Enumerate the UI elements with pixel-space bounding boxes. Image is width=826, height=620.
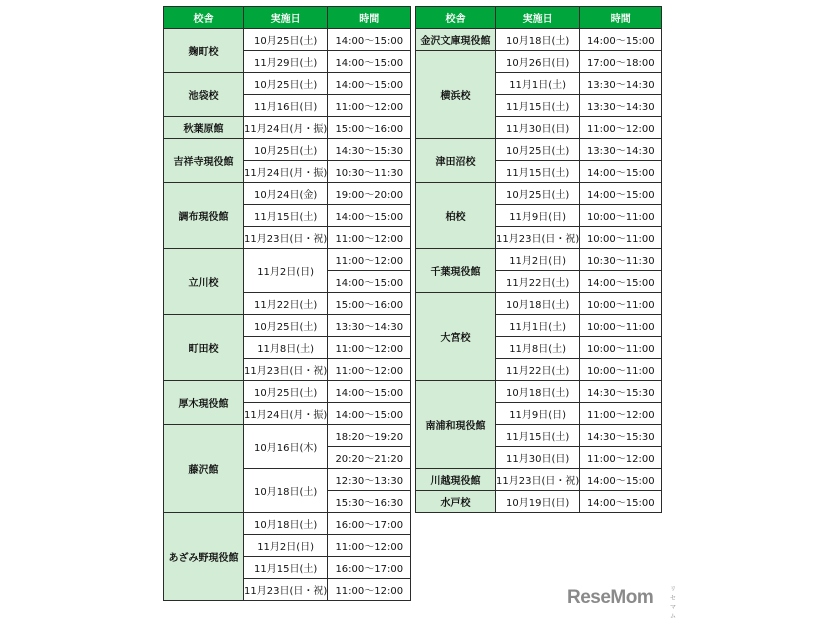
table-row [416,293,662,315]
time-cell: 15:00〜16:00 [328,117,411,139]
time-cell: 13:30〜14:30 [580,73,662,95]
time-cell: 10:00〜11:00 [580,293,662,315]
date-cell: 11月23日(日・祝) [244,579,328,601]
header-time: 時間 [580,7,662,29]
header-school: 校舎 [164,7,244,29]
school-name-cell: 川越現役館 [416,469,496,491]
time-cell: 10:00〜11:00 [580,315,662,337]
school-name-cell: 大宮校 [416,293,496,381]
time-cell: 10:00〜11:00 [580,359,662,381]
date-cell: 11月9日(日) [496,205,580,227]
time-cell: 10:00〜11:00 [580,205,662,227]
table-row [164,381,411,403]
date-cell: 10月26日(日) [496,51,580,73]
table-row [164,73,411,95]
date-cell: 11月30日(日) [496,447,580,469]
school-name-cell: 金沢文庫現役館 [416,29,496,51]
table-row [416,183,662,205]
date-cell: 11月16日(日) [244,95,328,117]
time-cell: 14:30〜15:30 [580,425,662,447]
time-cell: 14:00〜15:00 [580,29,662,51]
schedule-body-left [164,29,411,601]
school-name-cell: 麹町校 [164,29,244,73]
time-cell: 14:00〜15:00 [328,29,411,51]
time-cell: 11:00〜12:00 [328,249,411,271]
time-cell: 11:00〜12:00 [328,95,411,117]
table-row [416,491,662,513]
date-cell: 11月9日(日) [496,403,580,425]
time-cell: 11:00〜12:00 [580,447,662,469]
table-row [164,315,411,337]
time-cell: 16:00〜17:00 [328,557,411,579]
school-name-cell: 水戸校 [416,491,496,513]
table-row [164,183,411,205]
logo-subtext: リセマム [670,587,677,620]
time-cell: 11:00〜12:00 [328,337,411,359]
school-name-cell: 津田沼校 [416,139,496,183]
date-cell: 11月1日(土) [496,73,580,95]
date-cell: 10月25日(土) [244,73,328,95]
date-cell: 10月18日(土) [496,381,580,403]
date-cell: 11月8日(土) [244,337,328,359]
table-header-row [164,7,411,29]
table-row [164,425,411,447]
date-cell: 10月25日(土) [244,315,328,337]
time-cell: 20:20〜21:20 [328,447,411,469]
time-cell: 11:00〜12:00 [328,359,411,381]
time-cell: 17:00〜18:00 [580,51,662,73]
time-cell: 13:30〜14:30 [328,315,411,337]
header-date: 実施日 [244,7,328,29]
school-name-cell: 池袋校 [164,73,244,117]
time-cell: 13:30〜14:30 [580,95,662,117]
time-cell: 10:00〜11:00 [580,227,662,249]
time-cell: 14:00〜15:00 [328,205,411,227]
schedule-table-left [163,6,411,601]
table-row [164,29,411,51]
date-cell: 11月22日(土) [496,359,580,381]
school-name-cell: 調布現役館 [164,183,244,249]
date-cell: 11月1日(土) [496,315,580,337]
date-cell: 10月24日(金) [244,183,328,205]
date-cell: 10月18日(土) [244,469,328,513]
table-row [416,249,662,271]
date-cell: 11月15日(土) [496,95,580,117]
date-cell: 10月25日(土) [496,183,580,205]
school-name-cell: あざみ野現役館 [164,513,244,601]
date-cell: 10月25日(土) [496,139,580,161]
date-cell: 10月18日(土) [496,293,580,315]
date-cell: 11月23日(日・祝) [244,359,328,381]
time-cell: 14:00〜15:00 [328,381,411,403]
date-cell: 11月2日(日) [244,249,328,293]
table-row [164,117,411,139]
time-cell: 11:00〜12:00 [580,117,662,139]
time-cell: 10:30〜11:30 [580,249,662,271]
date-cell: 11月15日(土) [244,205,328,227]
time-cell: 14:00〜15:00 [328,51,411,73]
table-row [416,51,662,73]
table-header-row [416,7,662,29]
time-cell: 14:00〜15:00 [580,469,662,491]
schedule-body-right [416,29,662,513]
time-cell: 11:00〜12:00 [328,535,411,557]
time-cell: 15:30〜16:30 [328,491,411,513]
header-time: 時間 [328,7,411,29]
school-name-cell: 吉祥寺現役館 [164,139,244,183]
time-cell: 11:00〜12:00 [580,403,662,425]
date-cell: 11月2日(日) [496,249,580,271]
date-cell: 11月24日(月・振) [244,161,328,183]
time-cell: 14:00〜15:00 [328,271,411,293]
table-row [164,139,411,161]
date-cell: 11月8日(土) [496,337,580,359]
time-cell: 14:30〜15:30 [328,139,411,161]
date-cell: 11月23日(日・祝) [496,469,580,491]
school-name-cell: 厚木現役館 [164,381,244,425]
time-cell: 13:30〜14:30 [580,139,662,161]
table-row [416,139,662,161]
school-name-cell: 南浦和現役館 [416,381,496,469]
date-cell: 11月2日(日) [244,535,328,557]
time-cell: 12:30〜13:30 [328,469,411,491]
time-cell: 14:00〜15:00 [580,161,662,183]
table-row [416,381,662,403]
time-cell: 18:20〜19:20 [328,425,411,447]
time-cell: 14:00〜15:00 [580,271,662,293]
time-cell: 16:00〜17:00 [328,513,411,535]
school-name-cell: 町田校 [164,315,244,381]
resemom-logo [567,587,677,620]
date-cell: 11月22日(土) [244,293,328,315]
table-row [416,29,662,51]
date-cell: 11月30日(日) [496,117,580,139]
time-cell: 19:00〜20:00 [328,183,411,205]
school-name-cell: 柏校 [416,183,496,249]
date-cell: 10月19日(日) [496,491,580,513]
date-cell: 10月25日(土) [244,139,328,161]
time-cell: 10:00〜11:00 [580,337,662,359]
time-cell: 14:30〜15:30 [580,381,662,403]
date-cell: 11月22日(土) [496,271,580,293]
school-name-cell: 横浜校 [416,51,496,139]
time-cell: 15:00〜16:00 [328,293,411,315]
date-cell: 10月25日(土) [244,29,328,51]
time-cell: 10:30〜11:30 [328,161,411,183]
time-cell: 11:00〜12:00 [328,579,411,601]
logo-text: ReseMom [567,587,654,608]
date-cell: 10月16日(木) [244,425,328,469]
date-cell: 10月18日(土) [244,513,328,535]
date-cell: 10月18日(土) [496,29,580,51]
date-cell: 11月29日(土) [244,51,328,73]
school-name-cell: 秋葉原館 [164,117,244,139]
header-date: 実施日 [496,7,580,29]
date-cell: 11月15日(土) [496,161,580,183]
time-cell: 14:00〜15:00 [580,491,662,513]
school-name-cell: 藤沢館 [164,425,244,513]
date-cell: 11月24日(月・振) [244,403,328,425]
table-row [164,249,411,271]
table-row [416,469,662,491]
table-row [164,513,411,535]
date-cell: 11月15日(土) [496,425,580,447]
date-cell: 11月23日(日・祝) [244,227,328,249]
date-cell: 11月15日(土) [244,557,328,579]
date-cell: 10月25日(土) [244,381,328,403]
header-school: 校舎 [416,7,496,29]
date-cell: 11月24日(月・振) [244,117,328,139]
time-cell: 14:00〜15:00 [328,73,411,95]
time-cell: 11:00〜12:00 [328,227,411,249]
school-name-cell: 立川校 [164,249,244,315]
date-cell: 11月23日(日・祝) [496,227,580,249]
time-cell: 14:00〜15:00 [580,183,662,205]
school-name-cell: 千葉現役館 [416,249,496,293]
schedule-table-right [415,6,662,513]
time-cell: 14:00〜15:00 [328,403,411,425]
